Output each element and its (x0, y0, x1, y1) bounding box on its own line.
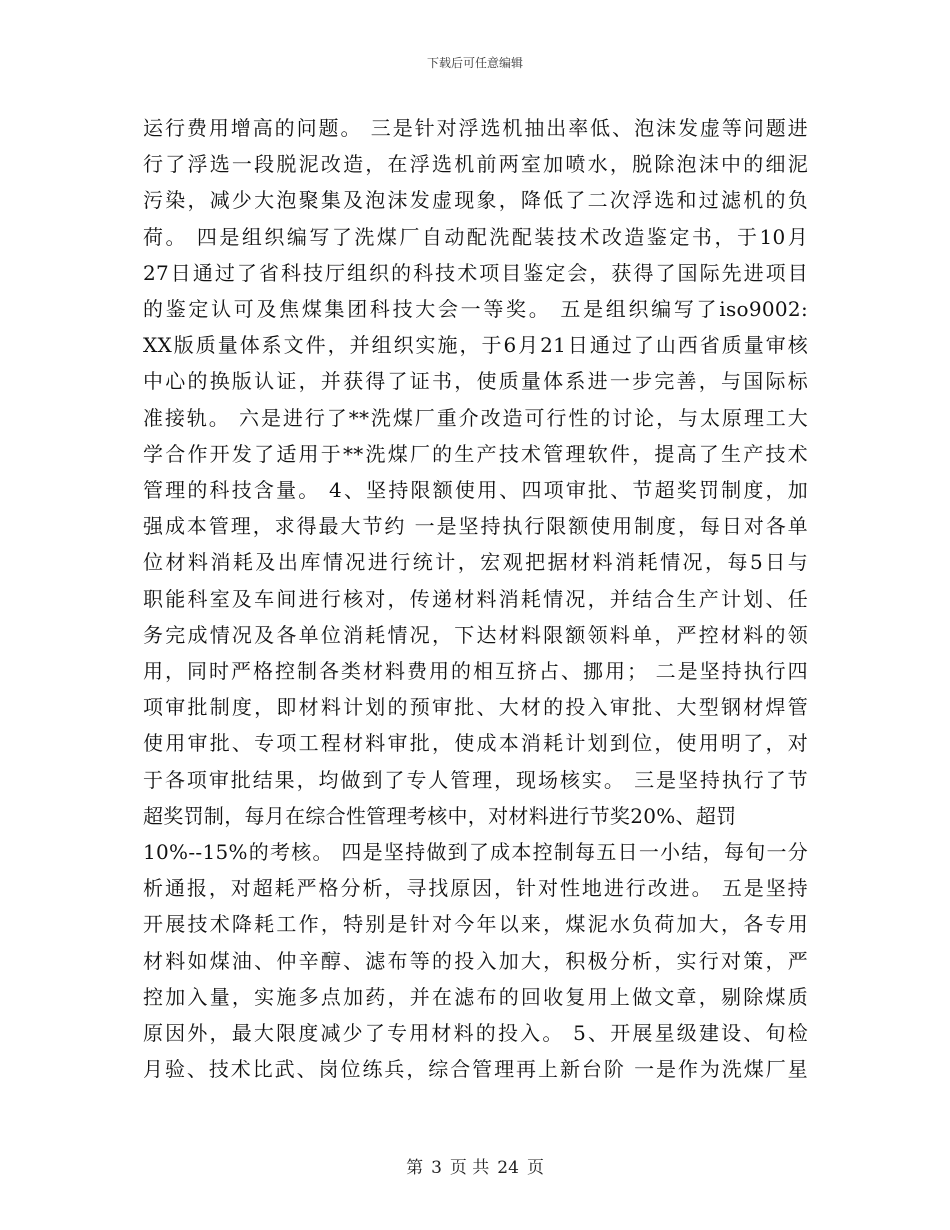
text-line: 运行费用增高的问题。 三是针对浮选机抽出率低、泡沫发虚等问题进 (143, 116, 808, 140)
text-line: 职能科室及车间进行核对，传递材料消耗情况，并结合生产计划、任 (143, 586, 808, 611)
text-line: XX版质量体系文件，并组织实施，于6月21日通过了山西省质量审核 (143, 333, 808, 358)
page-number: 3 (431, 1158, 442, 1178)
text-line: 的鉴定认可及焦煤集团科技大会一等奖。 五是组织编写了iso9002: (143, 297, 808, 322)
text-line: 材料如煤油、仲辛醇、滤布等的投入加大，积极分析，实行对策，严 (143, 948, 808, 973)
text-line: 荷。 四是组织编写了洗煤厂自动配洗配装技术改造鉴定书，于10月 (143, 224, 808, 249)
text-line: 行了浮选一段脱泥改造，在浮选机前两室加喷水，脱除泡沫中的细泥 (143, 152, 808, 177)
text-line: 10%--15%的考核。 四是坚持做到了成本控制每五日一小结，每旬一分 (143, 840, 808, 865)
text-line: 27日通过了省科技厅组织的科技术项目鉴定会，获得了国际先进项目 (143, 260, 808, 285)
text-line: 中心的换版认证，并获得了证书，使质量体系进一步完善，与国际标 (143, 369, 808, 394)
text-line: 月验、技术比武、岗位练兵，综合管理再上新台阶 一是作为洗煤厂星 (143, 1057, 808, 1082)
footer-suffix: 页 (526, 1158, 544, 1178)
text-line: 用，同时严格控制各类材料费用的相互挤占、挪用； 二是坚持执行四 (143, 659, 808, 684)
text-line: 务完成情况及各单位消耗情况，下达材料限额领料单，严控材料的领 (143, 622, 808, 647)
footer-middle: 页 共 (449, 1158, 490, 1178)
text-line: 学合作开发了适用于**洗煤厂的生产技术管理软件，提高了生产技术 (143, 441, 808, 466)
text-line: 开展技术降耗工作，特别是针对今年以来，煤泥水负荷加大，各专用 (143, 912, 808, 937)
text-line: 控加入量，实施多点加药，并在滤布的回收复用上做文章，剔除煤质 (143, 984, 808, 1009)
text-line: 准接轨。 六是进行了**洗煤厂重介改造可行性的讨论，与太原理工大 (143, 405, 808, 430)
text-line: 管理的科技含量。 4、坚持限额使用、四项审批、节超奖罚制度，加 (143, 478, 808, 503)
text-line: 项审批制度，即材料计划的预审批、大材的投入审批、大型钢材焊管 (143, 695, 808, 720)
page-footer (0, 1153, 950, 1178)
text-line: 强成本管理，求得最大节约 一是坚持执行限额使用制度，每日对各单 (143, 514, 808, 539)
text-line: 使用审批、专项工程材料审批，使成本消耗计划到位，使用明了，对 (143, 731, 808, 756)
text-line: 超奖罚制，每月在综合性管理考核中，对材料进行节奖20%、超罚 (143, 803, 737, 828)
text-line: 析通报，对超耗严格分析，寻找原因，针对性地进行改进。 五是坚持 (143, 876, 808, 901)
total-pages: 24 (497, 1158, 519, 1178)
text-line: 原因外，最大限度减少了专用材料的投入。 5、开展星级建设、旬检 (143, 1021, 808, 1046)
footer-prefix: 第 (406, 1158, 424, 1178)
text-line: 位材料消耗及出库情况进行统计，宏观把据材料消耗情况，每5日与 (143, 550, 808, 575)
page-header: 下载后可任意编辑 (426, 56, 523, 70)
document-body (143, 110, 808, 1087)
text-line: 于各项审批结果，均做到了专人管理，现场核实。 三是坚持执行了节 (143, 767, 808, 792)
text-line: 污染，减少大泡聚集及泡沫发虚现象，降低了二次浮选和过滤机的负 (143, 188, 808, 213)
